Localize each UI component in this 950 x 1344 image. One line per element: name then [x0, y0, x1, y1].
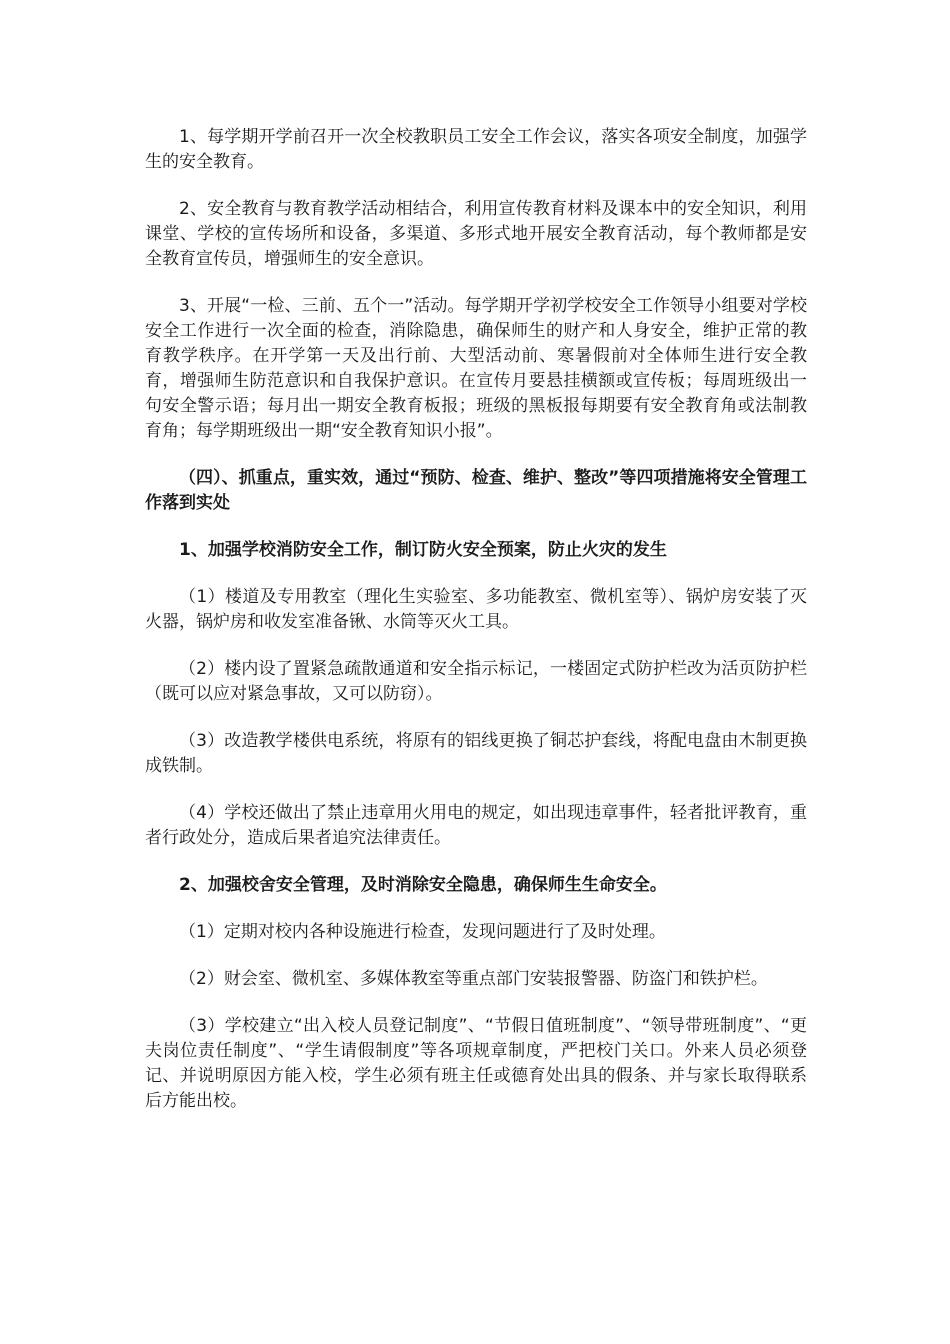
section-heading-four: （四）、抓重点，重实效，通过“预防、检查、维护、整改”等四项措施将安全管理工作落到实处: [145, 468, 807, 513]
paragraph-safety-meeting: 1、每学期开学前召开一次全校教职员工安全工作会议，落实各项安全制度，加强学生的安全教育。: [145, 127, 807, 172]
paragraph-inspection-activity: 3、开展“一检、三前、五个一”活动。每学期开学初学校安全工作领导小组要对学校安全工作进行一次全面的检查，消除隐患，确保师生的财产和人身安全，维护正常的教育教学秩序。在开学第一天及出行前、大型活动前、寒暑假前对全体师生进行安全教育，增强师生防范意识和自我保护意识。在宣传月要悬挂横额或宣传板；每周班级出一句安全警示语；每月出一期安全教育板报；班级的黑板报每期要有安全教育角或法制教育角；每学期班级出一期“安全教育知识小报”。: [145, 296, 807, 441]
document-body: [145, 125, 807, 1136]
paragraph-safety-education: 2、安全教育与教育教学活动相结合，利用宣传教育材料及课本中的安全知识，利用课堂、学校的宣传场所和设备，多渠道、多形式地开展安全教育活动，每个教师都是安全教育宣传员，增强师生的安全意识。: [145, 199, 807, 269]
paragraph-regulations: （3）学校建立“出入校人员登记制度”、“节假日值班制度”、“领导带班制度”、“更夫岗位责任制度”、“学生请假制度”等各项规章制度，严把校门关口。外来人员必须登记、并说明原因方能入校，学生必须有班主任或德育处出具的假条、并与家长取得联系后方能出校。: [145, 1016, 807, 1111]
paragraph-fire-rules: （4）学校还做出了禁止违章用火用电的规定，如出现违章事件，轻者批评教育，重者行政处分，造成后果者追究法律责任。: [145, 803, 807, 848]
paragraph-fire-extinguishers: （1）楼道及专用教室（理化生实验室、多功能教室、微机室等）、锅炉房安装了灭火器，锅炉房和收发室准备锹、水筒等灭火工具。: [145, 587, 807, 632]
paragraph-power-system: （3）改造教学楼供电系统，将原有的铝线更换了铜芯护套线，将配电盘由木制更换成铁制。: [145, 731, 807, 776]
paragraph-facility-inspection: （1）定期对校内各种设施进行检查，发现问题进行了及时处理。: [179, 922, 666, 942]
paragraph-evacuation: （2）楼内设了置紧急疏散通道和安全指示标记，一楼固定式防护栏改为活页防护栏（既可以应对紧急事故，又可以防窃）。: [145, 659, 807, 704]
paragraph-alarms: （2）财会室、微机室、多媒体教室等重点部门安装报警器、防盗门和铁护栏。: [179, 969, 768, 989]
subheading-building-safety: 2、加强校舍安全管理，及时消除安全隐患，确保师生生命安全。: [179, 875, 667, 895]
subheading-fire-safety: 1、加强学校消防安全工作，制订防火安全预案，防止火灾的发生: [179, 540, 667, 560]
